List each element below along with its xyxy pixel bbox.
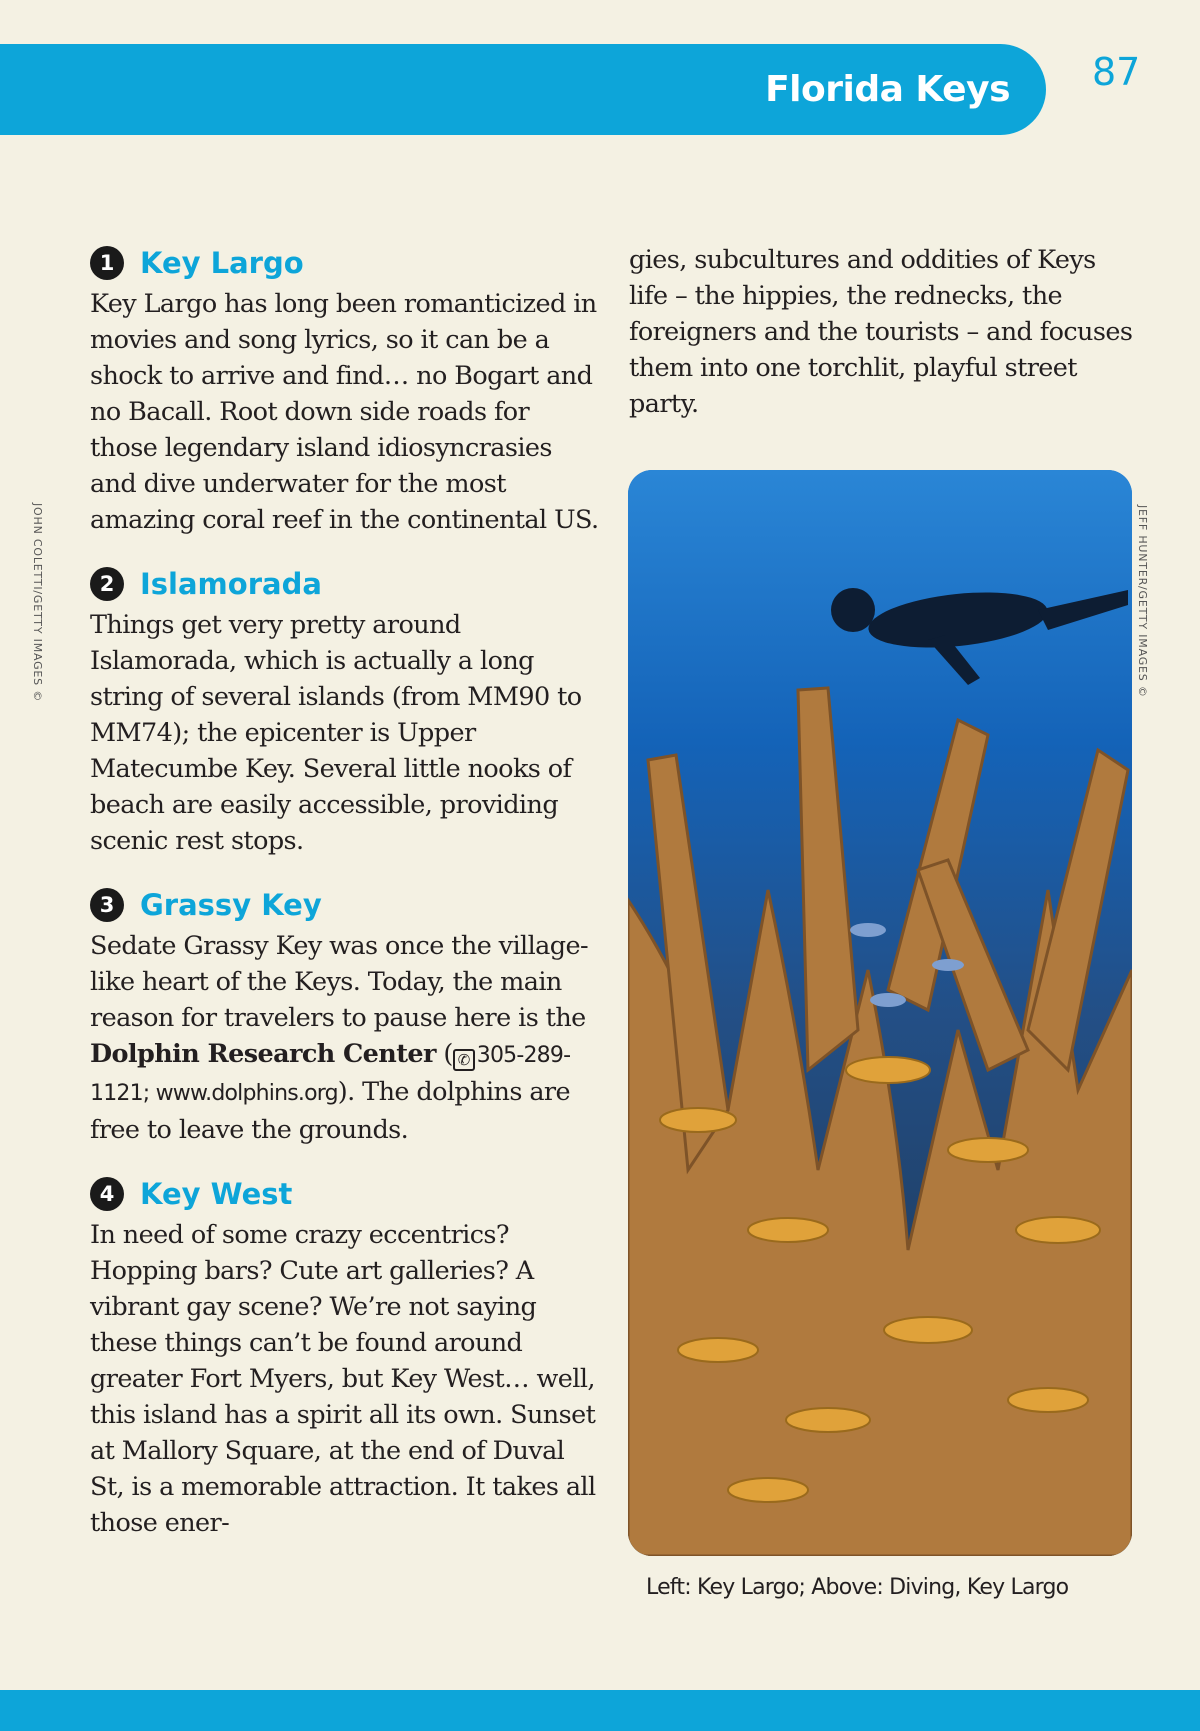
section-heading [90, 882, 600, 928]
number-badge: 4 [90, 1177, 124, 1211]
photo-credit-left: JOHN COLETTI/GETTY IMAGES © [31, 503, 44, 703]
section-heading [90, 1171, 600, 1217]
chapter-title: Florida Keys [765, 69, 1010, 110]
number-badge: 1 [90, 246, 124, 280]
reef-illustration [628, 470, 1132, 1556]
section-body: In need of some crazy eccentrics? Hopping bars? Cute art galleries? A vibrant gay scene? We’re not saying these things can’t be found around greater Fort Myers, but Key West… well, this island has a spirit all its own. Sunset at Mallory Square, at the end of Duval St, is a memorable attraction. It takes all those ener- [90, 1220, 596, 1538]
section-title: Key West [140, 1177, 293, 1211]
photo-credit-right: JEFF HUNTER/GETTY IMAGES © [1136, 505, 1149, 698]
contact-info: 305-289-1121; www.dolphins.org [90, 1043, 571, 1106]
section-title: Grassy Key [140, 888, 322, 922]
section-body: Key Largo has long been romanticized in movies and song lyrics, so it can be a shock to arrive and find… no Bogart and no Bacall. Root down side roads for those legendary island idiosyncrasies and dive underwater for the most amazing coral reef in the continental US. [90, 289, 599, 535]
number-badge: 3 [90, 888, 124, 922]
header-band [0, 44, 1046, 135]
section-key-west [90, 1171, 600, 1541]
body-text-before: Sedate Grassy Key was once the village-like heart of the Keys. Today, the main reason for travelers to pause here is the [90, 931, 588, 1033]
number-badge: 2 [90, 567, 124, 601]
body-text-after: ). The dolphins are free to leave the grounds. [90, 1077, 571, 1145]
footer-band [0, 1690, 1200, 1731]
phone-icon: ✆ [453, 1049, 475, 1071]
section-heading [90, 561, 600, 607]
section-body [90, 928, 600, 1148]
continued-body: gies, subcultures and oddities of Keys life – the hippies, the rednecks, the foreigners and the tourists – and focuses them into one torchlit, playful street party. [629, 245, 1133, 419]
section-title: Key Largo [140, 246, 304, 280]
page-number: 87 [1092, 50, 1141, 94]
right-column-text [629, 242, 1139, 422]
paren-open: ( [435, 1039, 453, 1069]
left-column [90, 240, 600, 1564]
section-title: Islamorada [140, 567, 322, 601]
diving-photo [628, 470, 1132, 1556]
section-body: Things get very pretty around Islamorada, which is actually a long string of several islands (from MM90 to MM74); the epicenter is Upper Matecumbe Key. Several little nooks of beach are easily accessible, providing scenic rest stops. [90, 610, 582, 856]
section-grassy-key [90, 882, 600, 1148]
photo-caption: Left: Key Largo; Above: Diving, Key Largo [646, 1575, 1069, 1600]
section-heading [90, 240, 600, 286]
section-key-largo [90, 240, 600, 538]
place-name: Dolphin Research Center [90, 1039, 436, 1069]
section-islamorada [90, 561, 600, 859]
